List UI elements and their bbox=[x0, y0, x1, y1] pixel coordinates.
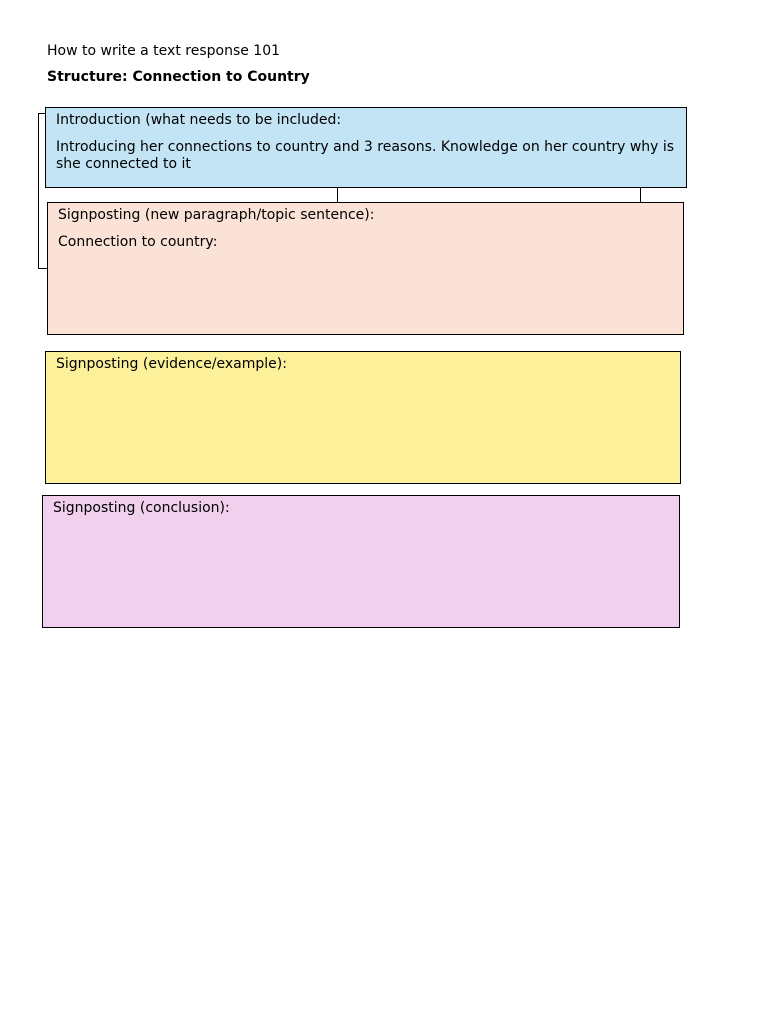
evidence-heading: Signposting (evidence/example): bbox=[56, 356, 287, 372]
evidence-box[interactable] bbox=[45, 351, 681, 484]
conclusion-heading: Signposting (conclusion): bbox=[53, 500, 230, 516]
topic-sentence-box[interactable] bbox=[47, 202, 684, 335]
introduction-heading: Introduction (what needs to be included: bbox=[56, 112, 342, 128]
connector-line bbox=[337, 187, 338, 202]
connector-line bbox=[640, 187, 641, 202]
introduction-box[interactable] bbox=[45, 107, 687, 188]
introduction-body: Introducing her connections to country and 3 reasons. Knowledge on her country why is she connected to it bbox=[56, 139, 675, 172]
topic-sentence-body: Connection to country: bbox=[58, 234, 218, 250]
document-title: How to write a text response 101 bbox=[47, 43, 281, 59]
topic-sentence-heading: Signposting (new paragraph/topic sentence): bbox=[58, 207, 375, 223]
conclusion-box[interactable] bbox=[42, 495, 680, 628]
document-subtitle: Structure: Connection to Country bbox=[47, 69, 310, 85]
